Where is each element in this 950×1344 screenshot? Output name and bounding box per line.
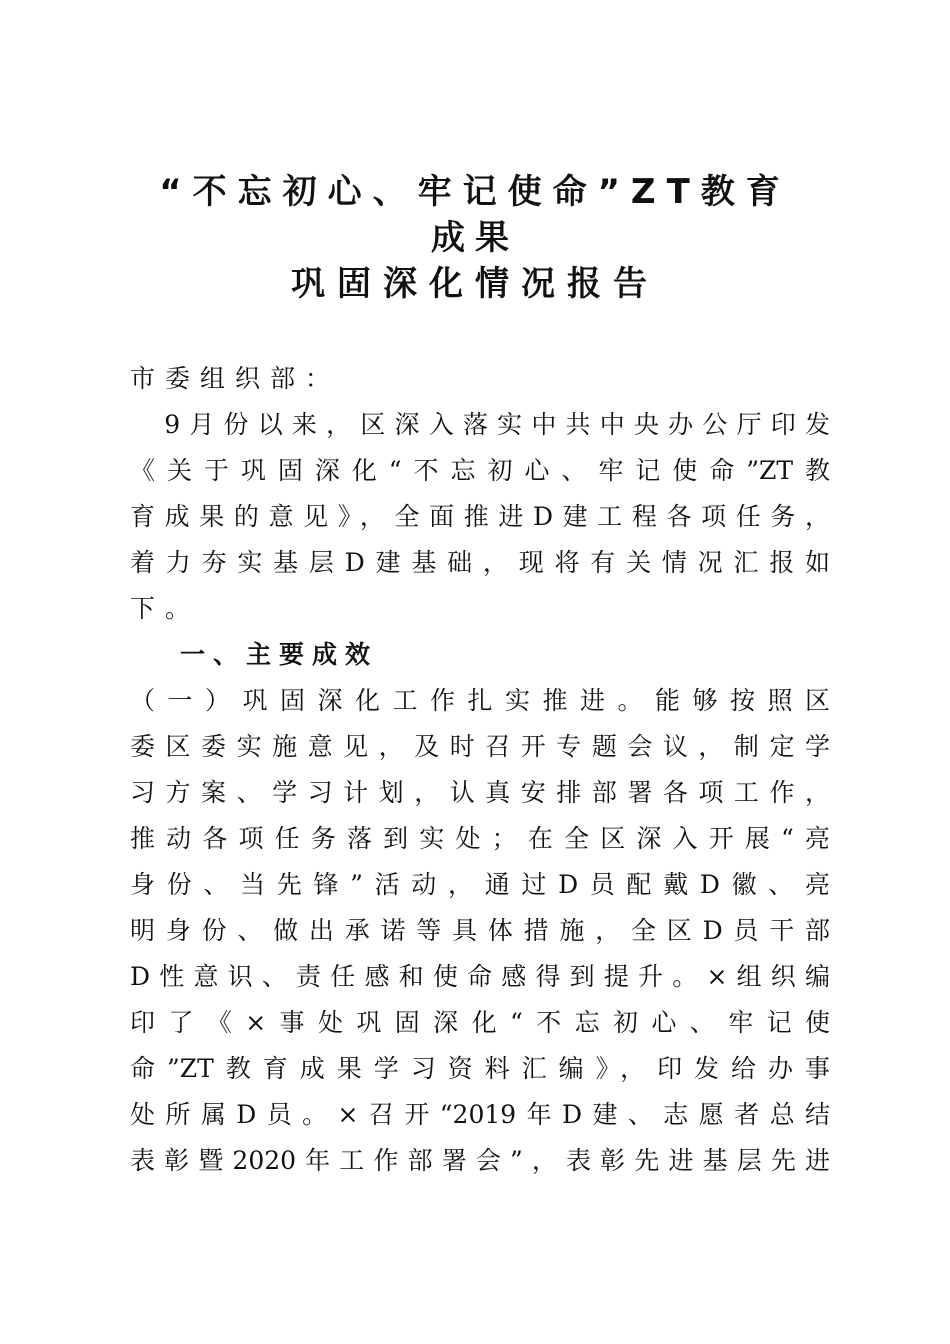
- body-line: 推动各项任务落到实处；在全区深入开展“亮: [130, 824, 830, 853]
- intro-line: 《关于巩固深化“不忘初心、牢记使命”ZT教: [130, 456, 830, 485]
- body-line: 处所属D员。×召开“2019年D建、志愿者总结: [130, 1100, 830, 1129]
- document-title-line-2: 成果: [431, 218, 519, 258]
- salutation: 市委组织部：: [130, 364, 341, 393]
- document-title-line-3: 巩固深化情况报告: [291, 264, 659, 304]
- body-line: 身份、当先锋”活动，通过D员配戴D徽、亮: [130, 870, 830, 899]
- body-line: 明身份、做出承诺等具体措施，全区D员干部: [130, 916, 830, 945]
- intro-line: 9月份以来，区深入落实中共中央办公厅印发: [130, 410, 830, 439]
- document-title-line-1: “不忘初心、牢记使命”ZT教育: [159, 172, 791, 212]
- body-line: 委区委实施意见，及时召开专题会议，制定学: [130, 732, 830, 761]
- body-line: 习方案、学习计划，认真安排部署各项工作，: [130, 778, 830, 807]
- intro-line: 下。: [130, 594, 201, 623]
- intro-line: 着力夯实基层D建基础，现将有关情况汇报如: [130, 548, 830, 577]
- body-line: （一）巩固深化工作扎实推进。能够按照区: [130, 686, 830, 715]
- body-line: 表彰暨2020年工作部署会”，表彰先进基层先进: [130, 1146, 830, 1175]
- section-heading: 一、主要成效: [180, 640, 379, 669]
- body-line: 命”ZT教育成果学习资料汇编》，印发给办事: [130, 1054, 830, 1083]
- body-line: 印了《×事处巩固深化“不忘初心、牢记使: [130, 1008, 830, 1037]
- body-line: D性意识、责任感和使命感得到提升。×组织编: [130, 962, 830, 991]
- intro-line: 育成果的意见》，全面推进D建工程各项任务，: [130, 502, 830, 531]
